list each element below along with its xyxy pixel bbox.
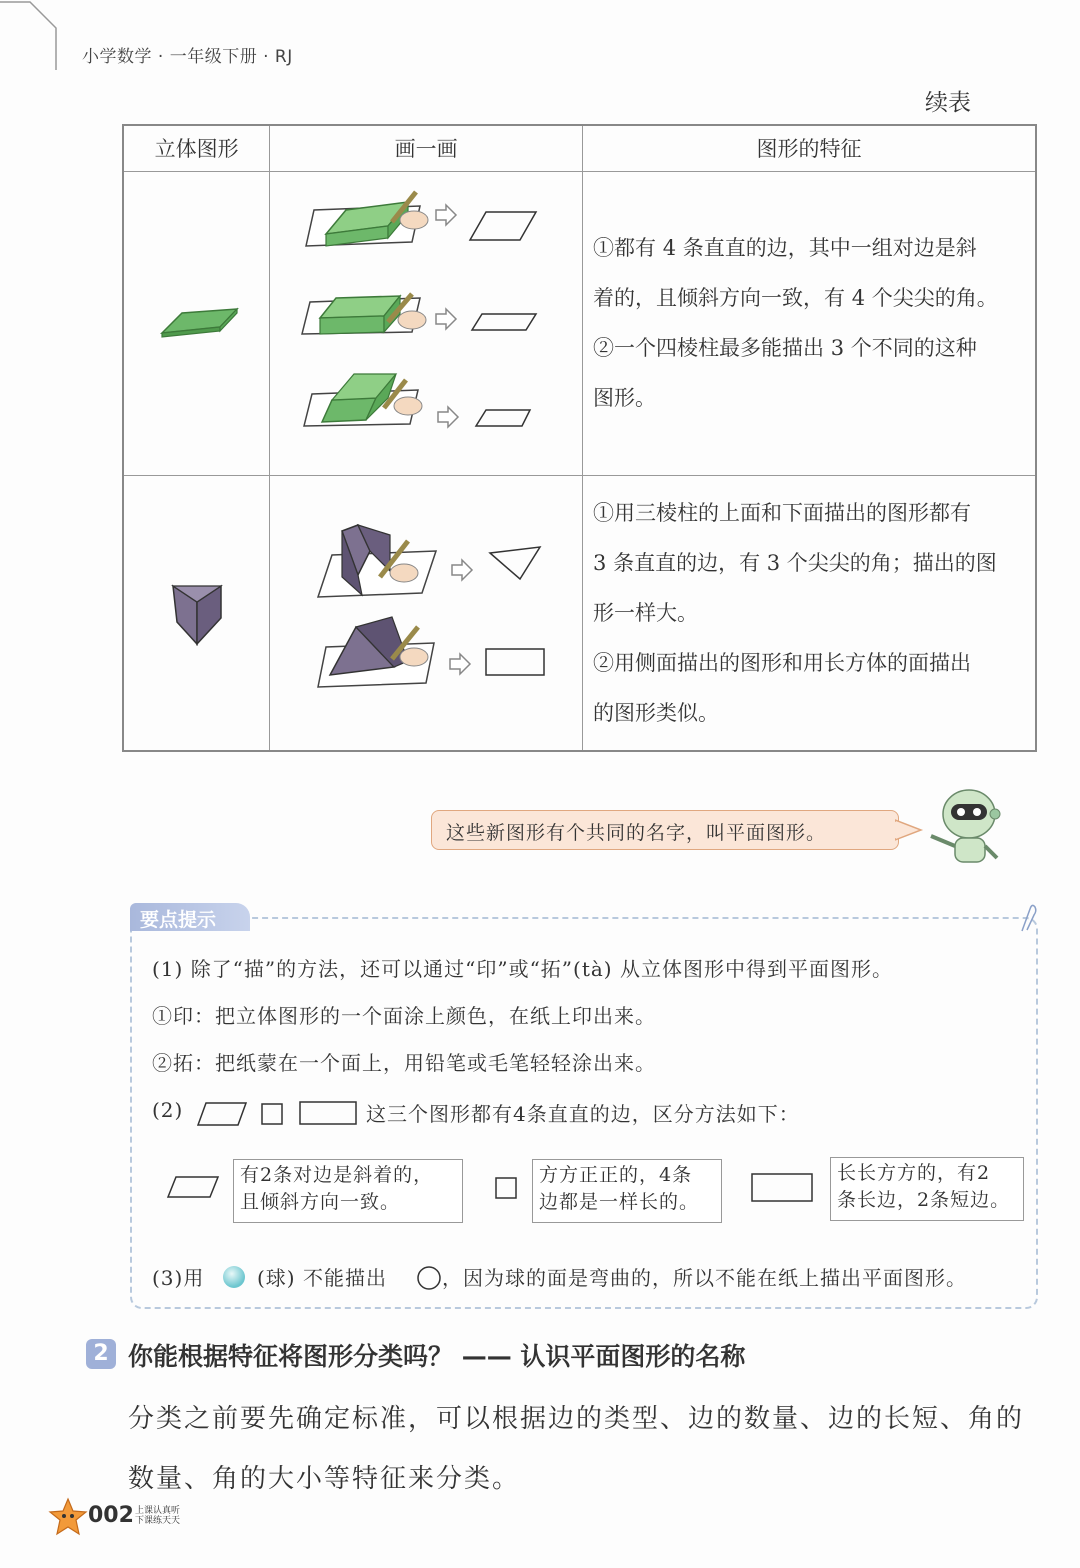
note-square [532, 1159, 722, 1223]
feature-line: ②用侧面描出的图形和用长方体的面描出 [593, 650, 972, 675]
table-row [123, 475, 1036, 751]
header-solid: 立体图形 [123, 125, 270, 171]
slogan-line: 下课练天天 [135, 1516, 181, 1526]
green-prism-icon [152, 303, 242, 343]
green-prism-tracing-illustration [296, 188, 556, 458]
section-title: 你能根据特征将图形分类吗？ —— 认识平面图形的名称 [128, 1342, 746, 1371]
feature-line: 的图形类似。 [593, 700, 720, 725]
tracing-step [306, 192, 536, 246]
features-text [583, 488, 1035, 738]
tracing-step [318, 617, 544, 687]
note-line: 长长方方的，有2 [837, 1162, 991, 1184]
tip-line-5b: (球) 不能描出 [257, 1266, 387, 1290]
tip-line-5a: (3)用 [152, 1266, 205, 1290]
purple-prism-tracing-illustration [296, 523, 556, 703]
note-line: 条长边，2条短边。 [837, 1189, 1011, 1211]
feature-line: 图形。 [593, 386, 657, 410]
features-text [583, 223, 1035, 423]
table-header-row [123, 125, 1036, 171]
star-mascot-icon [48, 1497, 88, 1537]
body-text-line-1: 分类之前要先确定标准，可以根据边的类型、边的数量、边的长短、角的 [128, 1404, 1025, 1434]
slogan-line: 上课认真听 [135, 1506, 181, 1516]
rectangle-icon [750, 1172, 814, 1204]
feature-line: 形一样大。 [593, 600, 699, 625]
feature-line: 3 条直直的边，有 3 个尖尖的角；描出的图 [593, 550, 997, 575]
table-row [123, 171, 1036, 475]
tip-line-4-prefix: (2) [152, 1098, 184, 1122]
robot-speech-bubble: 这些新图形有个共同的名字，叫平面图形。 [431, 810, 899, 850]
circle-icon [416, 1265, 442, 1291]
note-parallelogram [233, 1159, 463, 1223]
solid-cell [123, 171, 270, 475]
body-text-line-2: 数量、角的大小等特征来分类。 [128, 1464, 521, 1494]
paperclip-icon [1014, 903, 1038, 933]
key-points-label: 要点提示 [130, 903, 250, 931]
note-line: 方方正正的，4条 [539, 1164, 693, 1186]
features-cell [583, 171, 1036, 475]
square-icon [494, 1176, 518, 1200]
draw-cell [270, 171, 583, 475]
draw-cell [270, 475, 583, 751]
features-cell [583, 475, 1036, 751]
tracing-step [302, 294, 536, 334]
tip-line-2: ①印：把立体图形的一个面涂上颜色，在纸上印出来。 [152, 1004, 656, 1028]
ball-icon [221, 1264, 247, 1290]
parallelogram-icon [166, 1175, 222, 1201]
feature-line: ①用三棱柱的上面和下面描出的图形都有 [593, 500, 972, 525]
header-draw: 画一画 [270, 125, 583, 171]
page-number: 002 [88, 1503, 134, 1528]
robot-mascot-icon [925, 784, 1005, 866]
section-number: 2 [86, 1339, 116, 1369]
tip-line-1: (1) 除了“描”的方法，还可以通过“印”或“拓”(tà) 从立体图形中得到平面图形。 [152, 957, 893, 981]
book-title: 小学数学 · 一年级下册 · RJ [82, 47, 293, 67]
tracing-step [318, 525, 540, 597]
feature-line: 着的，且倾斜方向一致，有 4 个尖尖的角。 [593, 286, 998, 310]
note-line: 有2条对边是斜着的， [240, 1164, 434, 1186]
three-shapes-icons [196, 1099, 362, 1129]
purple-triangular-prism-icon [167, 578, 227, 648]
note-line: 且倾斜方向一致。 [240, 1191, 401, 1213]
shape-feature-table [122, 124, 1037, 752]
page-corner-decoration [0, 0, 60, 70]
continued-label: 续表 [925, 90, 971, 116]
note-line: 边都是一样长的。 [539, 1191, 700, 1213]
solid-cell [123, 475, 270, 751]
tip-line-5c: ，因为球的面是弯曲的，所以不能在纸上描出平面图形。 [442, 1266, 967, 1290]
tip-line-4-text: 这三个图形都有4条直直的边，区分方法如下： [366, 1102, 800, 1126]
header-features: 图形的特征 [583, 125, 1036, 171]
note-rectangle [830, 1157, 1024, 1221]
feature-line: ①都有 4 条直直的边，其中一组对边是斜 [593, 236, 977, 260]
footer-slogan [135, 1506, 180, 1526]
feature-line: ②一个四棱柱最多能描出 3 个不同的这种 [593, 336, 977, 360]
speech-tail [895, 818, 925, 842]
tracing-step [304, 374, 530, 427]
tip-line-3: ②拓：把纸蒙在一个面上，用铅笔或毛笔轻轻涂出来。 [152, 1051, 656, 1075]
